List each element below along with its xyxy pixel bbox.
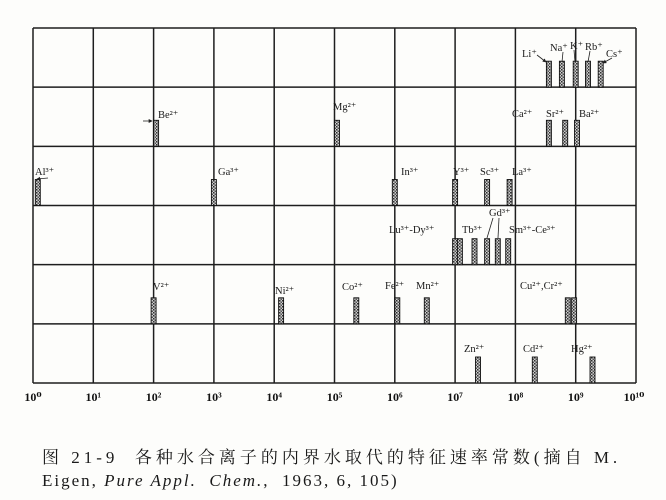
rate-bar-lu-dy xyxy=(453,239,458,265)
ion-label-ca: Ca²⁺ xyxy=(512,109,533,120)
ion-label-cs: Cs⁺ xyxy=(606,49,623,60)
rate-bar-cu-cr xyxy=(572,298,577,324)
ion-label-la: La³⁺ xyxy=(512,167,532,178)
rate-bar-zn xyxy=(476,357,481,383)
x-tick-label-2: 10² xyxy=(145,390,162,404)
rate-bar-gd xyxy=(485,239,490,265)
ion-label-ba: Ba²⁺ xyxy=(579,109,600,120)
ion-label-li: Li⁺ xyxy=(522,49,537,60)
ion-label-mn: Mn²⁺ xyxy=(416,281,440,292)
ion-label-v: V²⁺ xyxy=(153,282,170,293)
rate-bar-tb xyxy=(472,239,477,265)
leader-lines xyxy=(37,50,612,238)
ion-label-fe: Fe²⁺ xyxy=(385,281,405,292)
ion-label-cd: Cd²⁺ xyxy=(523,344,544,355)
ion-label-co: Co²⁺ xyxy=(342,282,363,293)
ion-label-ni: Ni²⁺ xyxy=(275,286,295,297)
ion-label-sc: Sc³⁺ xyxy=(480,167,500,178)
ion-label-ga: Ga³⁺ xyxy=(218,167,239,178)
rate-bar-mg xyxy=(335,120,340,146)
rate-bar-lu-dy xyxy=(457,239,462,265)
ion-label-gd: Gd³⁺ xyxy=(489,208,511,219)
rate-bar-fe xyxy=(395,298,400,324)
leader-line-li xyxy=(537,55,546,62)
ion-label-be: Be²⁺ xyxy=(158,110,179,121)
ion-label-mg: Mg²⁺ xyxy=(333,102,357,113)
rate-bar-ba xyxy=(575,120,580,146)
ion-label-y: Y³⁺ xyxy=(453,167,470,178)
leader-line-gd-2 xyxy=(498,218,499,238)
caption-journal: Pure Appl. Chem. xyxy=(104,471,264,490)
x-axis-tick-labels xyxy=(24,390,644,404)
grid xyxy=(33,28,636,383)
rate-bar-ga xyxy=(211,180,216,206)
rate-bar-rb xyxy=(586,61,591,87)
ion-label-hg: Hg²⁺ xyxy=(571,344,593,355)
rate-bar-cs xyxy=(598,61,603,87)
x-tick-label-8: 10⁸ xyxy=(507,390,524,404)
x-tick-label-4: 10⁴ xyxy=(266,390,283,404)
rate-bar-y xyxy=(453,180,458,206)
rate-bar-cu-cr xyxy=(565,298,570,324)
rate-bar-hg xyxy=(590,357,595,383)
rate-bar-la xyxy=(507,180,512,206)
ion-label-in: In³⁺ xyxy=(401,167,419,178)
ion-label-k: K⁺ xyxy=(570,41,584,52)
ion-label-sm-ce: Sm³⁺-Ce³⁺ xyxy=(509,225,556,236)
ion-labels xyxy=(35,41,623,355)
ion-label-lu-dy: Lu³⁺-Dy³⁺ xyxy=(389,225,435,236)
rate-bar-ca xyxy=(546,120,551,146)
caption-citation: , 1963, 6, 105) xyxy=(263,471,399,490)
ion-label-na: Na⁺ xyxy=(550,43,568,54)
rate-bar-v xyxy=(151,298,156,324)
x-tick-label-7: 10⁷ xyxy=(447,390,463,404)
x-tick-label-9: 10⁹ xyxy=(567,390,584,404)
rate-bar-in xyxy=(392,180,397,206)
rate-bar-k xyxy=(573,61,578,87)
x-tick-label-3: 10³ xyxy=(206,390,222,404)
rate-bar-sc xyxy=(485,180,490,206)
rate-bar-cd xyxy=(532,357,537,383)
x-tick-label-6: 10⁶ xyxy=(386,390,403,404)
leader-line-gd-1 xyxy=(487,218,493,238)
caption-author: Eigen, xyxy=(42,471,105,490)
ion-label-sr: Sr²⁺ xyxy=(546,109,565,120)
rate-bar-al xyxy=(35,180,40,206)
rate-bar-na xyxy=(559,61,564,87)
leader-line-al xyxy=(37,178,48,179)
rate-bar-be xyxy=(154,120,159,146)
rate-bar-gd xyxy=(495,239,500,265)
ion-label-tb: Tb³⁺ xyxy=(462,225,483,236)
rate-bar-ni xyxy=(279,298,284,324)
rate-bar-mn xyxy=(424,298,429,324)
ion-label-rb: Rb⁺ xyxy=(585,42,603,53)
ion-label-al: Al³⁺ xyxy=(35,167,55,178)
ion-label-cu-cr: Cu²⁺,Cr²⁺ xyxy=(520,281,563,292)
rate-bar-li xyxy=(546,61,551,87)
rate-bar-co xyxy=(354,298,359,324)
rate-bar-sm-ce xyxy=(506,239,511,265)
x-tick-label-1: 10¹ xyxy=(85,390,102,404)
rate-bar-sr xyxy=(563,120,568,146)
figure-caption xyxy=(42,446,642,492)
x-tick-label-0: 10⁰ xyxy=(24,390,42,404)
x-tick-label-5: 10⁵ xyxy=(326,390,343,404)
ion-label-zn: Zn²⁺ xyxy=(464,344,485,355)
caption-line-1: 图 21-9 各种水合离子的内界水取代的特征速率常数(摘自 M. xyxy=(42,448,622,467)
x-tick-label-10: 10¹⁰ xyxy=(623,390,645,404)
caption-line-2 xyxy=(42,469,642,492)
